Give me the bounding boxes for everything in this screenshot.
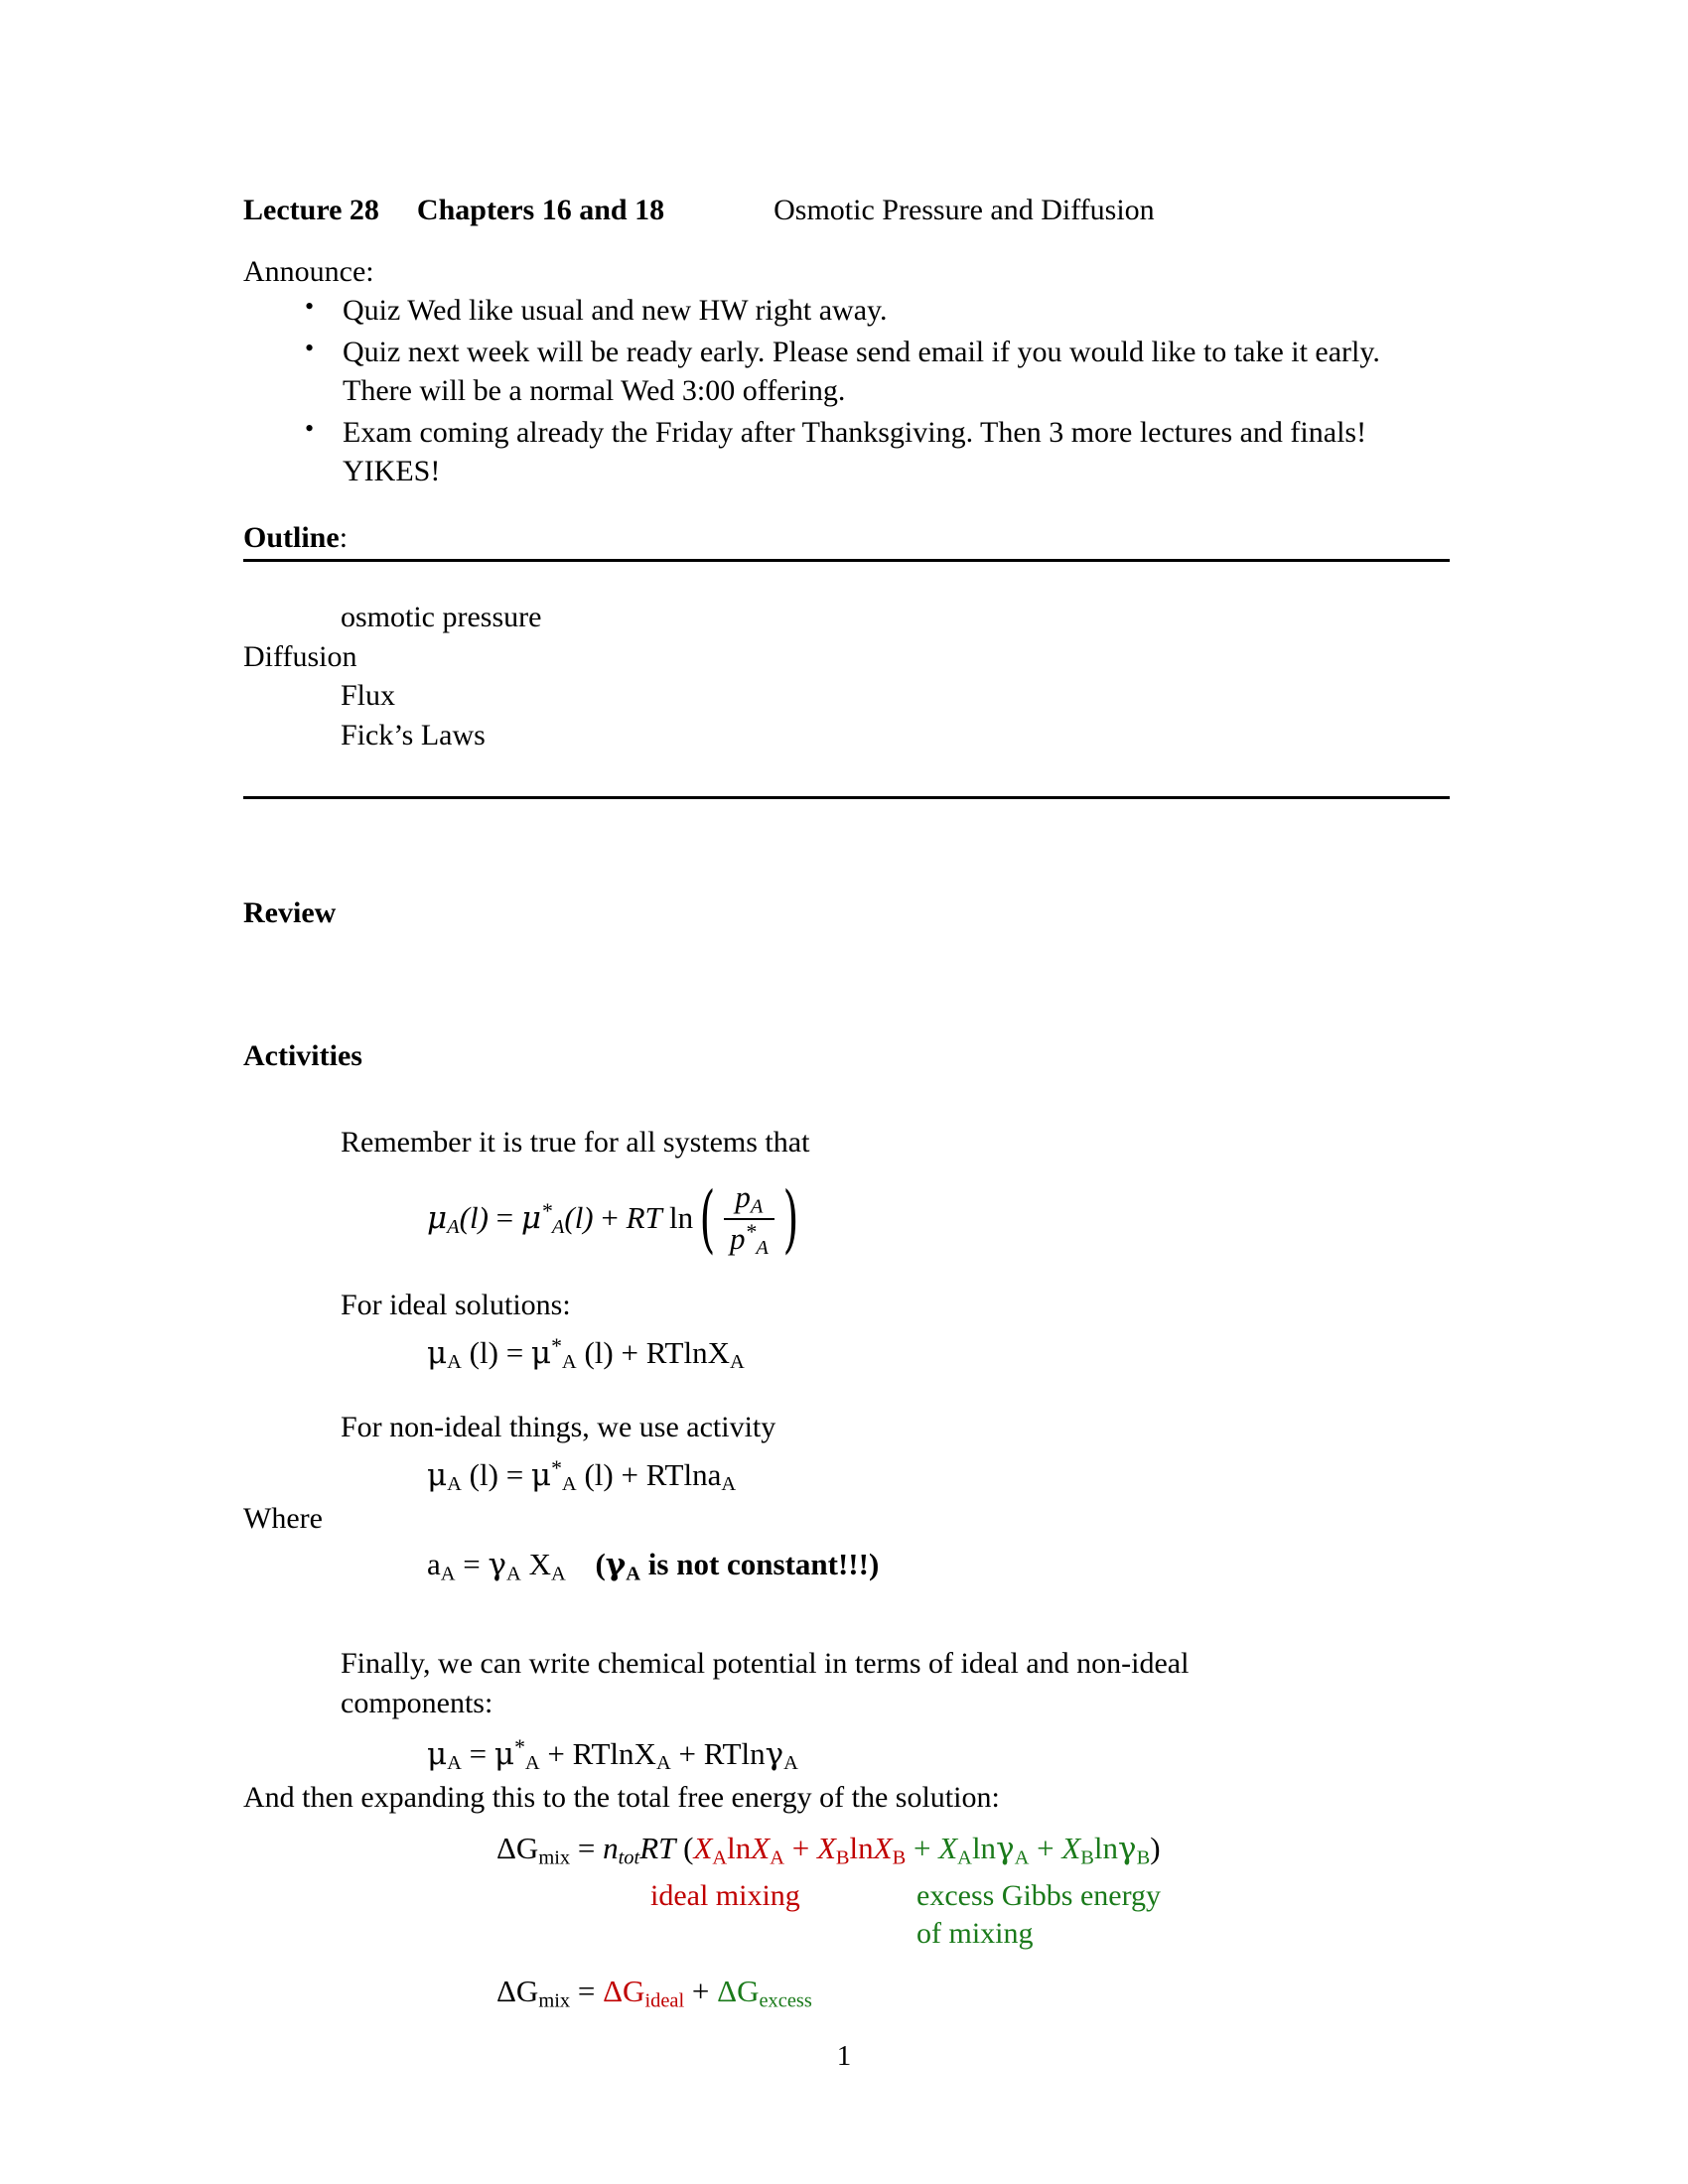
- subscript-A: A: [783, 1751, 798, 1774]
- gamma-symbol: γ: [765, 1735, 784, 1772]
- equals-sign: =: [505, 1334, 524, 1370]
- mole-fraction-X: X: [633, 1735, 656, 1771]
- RT-term: RT: [703, 1735, 742, 1771]
- delta-G-symbol: ΔG: [603, 1974, 645, 2009]
- ln-operator: ln: [849, 1831, 874, 1866]
- announce-label: Announce:: [243, 255, 374, 288]
- ideal-solutions-label: For ideal solutions:: [341, 1288, 571, 1321]
- mu-symbol: μ: [427, 1735, 448, 1772]
- excess-gibbs-terms: [914, 1831, 1151, 1869]
- finally-paragraph: Finally, we can write chemical potential in terms of ideal and non-ideal components:: [341, 1647, 1190, 1720]
- nonideal-label: For non-ideal things, we use activity: [341, 1410, 776, 1443]
- subscript-excess: excess: [759, 1989, 812, 2012]
- gamma-symbol: γ: [605, 1546, 627, 1582]
- subscript-A: A: [447, 1751, 462, 1774]
- mu-symbol-standard: μ: [530, 1334, 552, 1371]
- outline-heading: [243, 521, 1450, 555]
- star-superscript: *: [551, 1455, 562, 1480]
- outline-bottom-rule: [243, 796, 1450, 799]
- plus-sign: +: [691, 1974, 710, 2009]
- RT-term: RT: [639, 1831, 676, 1866]
- subscript-A: A: [447, 1472, 462, 1495]
- note-open-paren: (: [595, 1546, 606, 1581]
- outline-body: [243, 598, 1450, 754]
- ln-operator: ln: [683, 1334, 708, 1370]
- list-item: • Quiz next week will be ready early. Please send email if you would like to take it early. There will be a normal Wed 3:00 offering.: [243, 333, 1450, 411]
- gamma-symbol: γ: [996, 1831, 1015, 1867]
- list-item: • Quiz Wed like usual and new HW right away.: [243, 291, 1450, 331]
- subscript-A: A: [561, 1472, 577, 1495]
- mole-fraction-X: X: [938, 1831, 958, 1866]
- subscript-A: A: [712, 1846, 728, 1869]
- star-superscript: *: [551, 1334, 562, 1359]
- subscript-A: A: [655, 1751, 671, 1774]
- equation-ideal-solution: [243, 1335, 1450, 1374]
- mole-fraction-X: X: [1061, 1831, 1081, 1866]
- outline-top-rule: [243, 559, 1450, 562]
- lecture-topic: Osmotic Pressure and Diffusion: [774, 194, 1155, 226]
- plus-sign: +: [621, 1456, 638, 1492]
- where-label: Where: [243, 1502, 323, 1536]
- subscript-ideal: ideal: [644, 1989, 685, 2012]
- subscript-tot: tot: [618, 1846, 640, 1869]
- subscript-A: A: [447, 1215, 460, 1238]
- p-symbol-standard: p: [730, 1221, 746, 1257]
- right-paren-icon: ): [782, 1176, 799, 1263]
- subscript-A: A: [550, 1562, 566, 1584]
- close-paren: ): [1150, 1831, 1161, 1866]
- equation-chemical-potential-full: [243, 1736, 1450, 1775]
- plus-sign: +: [678, 1735, 696, 1771]
- equals-sign: =: [505, 1456, 524, 1492]
- list-item: • Exam coming already the Friday after Thanksgiving. Then 3 more lectures and finals! YIKES!: [243, 413, 1450, 491]
- section-heading-review: Review: [243, 896, 337, 930]
- mu-symbol: μ: [427, 1456, 448, 1493]
- ln-operator: ln: [971, 1831, 997, 1866]
- page-number: 1: [836, 2040, 852, 2072]
- delta-G-ideal: [603, 1974, 685, 2012]
- page-content: [243, 194, 1450, 2012]
- subscript-A: A: [551, 1215, 565, 1238]
- chapter-range: Chapters 16 and 18: [416, 194, 665, 226]
- equals-sign: =: [577, 1831, 596, 1866]
- equation-activity: [243, 1457, 1450, 1496]
- equals-sign: =: [577, 1974, 596, 2009]
- equals-sign: =: [463, 1546, 481, 1581]
- star-superscript: *: [514, 1734, 525, 1759]
- announce-bullet-list: [243, 291, 1450, 491]
- equals-sign: =: [495, 1199, 514, 1235]
- left-paren-icon: (: [699, 1176, 716, 1263]
- plus-sign: +: [547, 1735, 565, 1771]
- plus-sign: +: [791, 1831, 810, 1866]
- subscript-B: B: [892, 1846, 907, 1869]
- mole-fraction-X: X: [873, 1831, 893, 1866]
- gamma-symbol: γ: [1118, 1831, 1137, 1867]
- subscript-A: A: [506, 1562, 521, 1584]
- fraction-denominator: [724, 1218, 774, 1260]
- outline-heading-colon: :: [339, 520, 349, 554]
- subscript-B: B: [1136, 1846, 1151, 1869]
- subscript-A: A: [561, 1351, 577, 1374]
- outline-heading-label: Outline: [243, 520, 340, 554]
- mu-symbol-standard: μ: [530, 1456, 552, 1493]
- ln-operator: ln: [727, 1831, 752, 1866]
- subscript-A: A: [770, 1846, 784, 1869]
- mu-symbol: μ: [427, 1199, 448, 1236]
- fraction-numerator: [724, 1178, 774, 1219]
- subscript-B: B: [835, 1846, 850, 1869]
- liquid-label: (l): [564, 1199, 594, 1235]
- mu-symbol-standard: μ: [520, 1199, 542, 1236]
- subscript-A: A: [524, 1751, 540, 1774]
- delta-G-excess: [717, 1974, 812, 2012]
- star-superscript: *: [541, 1198, 552, 1223]
- annotation-excess-line2: of mixing: [916, 1917, 1034, 1951]
- gamma-symbol: γ: [488, 1546, 507, 1582]
- mu-symbol: μ: [427, 1334, 448, 1371]
- RT-term: RT: [645, 1456, 684, 1492]
- activities-intro-text: Remember it is true for all systems that: [341, 1126, 810, 1160]
- ln-operator: ln: [683, 1456, 708, 1492]
- equation-gibbs-mixing: [243, 1832, 1450, 1869]
- RT-term: RT: [645, 1334, 684, 1370]
- annotation-ideal-mixing: ideal mixing: [650, 1879, 800, 1913]
- delta-G-symbol: ΔG: [496, 1831, 539, 1866]
- section-heading-activities: Activities: [243, 1039, 362, 1073]
- pressure-ratio-fraction: [724, 1178, 774, 1260]
- subscript-A: A: [756, 1237, 769, 1260]
- star-superscript: *: [745, 1220, 757, 1245]
- ln-operator: ln: [669, 1199, 694, 1235]
- plus-sign: +: [914, 1831, 931, 1866]
- outline-item: Diffusion: [243, 639, 357, 673]
- equation-chemical-potential-vapor: [243, 1176, 1450, 1263]
- plus-sign: +: [601, 1199, 619, 1235]
- annotation-excess-line1: excess Gibbs energy: [916, 1879, 1162, 1913]
- p-symbol: p: [735, 1178, 751, 1214]
- subscript-A: A: [721, 1472, 737, 1495]
- mole-fraction-X: X: [693, 1831, 713, 1866]
- plus-sign: +: [621, 1334, 638, 1370]
- lecture-number: Lecture 28: [243, 194, 379, 226]
- RT-term: RT: [572, 1735, 611, 1771]
- liquid-label: (l): [459, 1199, 489, 1235]
- outline-item: Fick’s Laws: [341, 718, 486, 751]
- liquid-label: (l): [584, 1456, 614, 1492]
- mole-fraction-X: X: [707, 1334, 730, 1370]
- note-text: is not constant!!!: [640, 1546, 869, 1581]
- mole-fraction-X: X: [528, 1546, 551, 1581]
- note-close-paren: ): [868, 1546, 880, 1581]
- gamma-not-constant-note: [595, 1546, 880, 1584]
- ln-operator: ln: [610, 1735, 634, 1771]
- outline-item: Flux: [341, 679, 396, 713]
- subscript-A: A: [750, 1194, 764, 1217]
- plus-sign: +: [1037, 1831, 1055, 1866]
- expanding-paragraph: And then expanding this to the total free energy of the solution:: [243, 1781, 1000, 1815]
- subscript-mix: mix: [538, 1846, 571, 1869]
- subscript-A: A: [440, 1562, 456, 1584]
- subscript-A: A: [957, 1846, 972, 1869]
- activity-a: a: [427, 1546, 441, 1581]
- liquid-label: (l): [469, 1456, 498, 1492]
- liquid-label: (l): [584, 1334, 614, 1370]
- ideal-mixing-terms: [693, 1831, 907, 1869]
- equals-sign: =: [469, 1735, 488, 1771]
- subscript-B: B: [1080, 1846, 1094, 1869]
- moles-n: n: [603, 1831, 619, 1866]
- subscript-A: A: [626, 1562, 641, 1584]
- open-paren: (: [683, 1831, 694, 1866]
- activity-a: a: [707, 1456, 722, 1492]
- delta-G-symbol: ΔG: [496, 1974, 539, 2009]
- mu-symbol-standard: μ: [493, 1735, 515, 1772]
- subscript-mix: mix: [538, 1989, 571, 2012]
- ln-operator: ln: [741, 1735, 766, 1771]
- equation-activity-definition: [243, 1548, 1450, 1585]
- equation-gibbs-summary: [243, 1975, 1450, 2012]
- RT-term: RT: [626, 1199, 662, 1235]
- subscript-A: A: [1014, 1846, 1030, 1869]
- equation-annotations: [243, 1879, 1450, 1969]
- subscript-A: A: [447, 1351, 462, 1374]
- mole-fraction-X: X: [751, 1831, 771, 1866]
- delta-G-symbol: ΔG: [717, 1974, 760, 2009]
- mole-fraction-X: X: [816, 1831, 836, 1866]
- ln-operator: ln: [1093, 1831, 1119, 1866]
- liquid-label: (l): [469, 1334, 498, 1370]
- outline-item: osmotic pressure: [341, 600, 542, 633]
- subscript-A: A: [729, 1351, 745, 1374]
- lecture-header: [243, 194, 1450, 227]
